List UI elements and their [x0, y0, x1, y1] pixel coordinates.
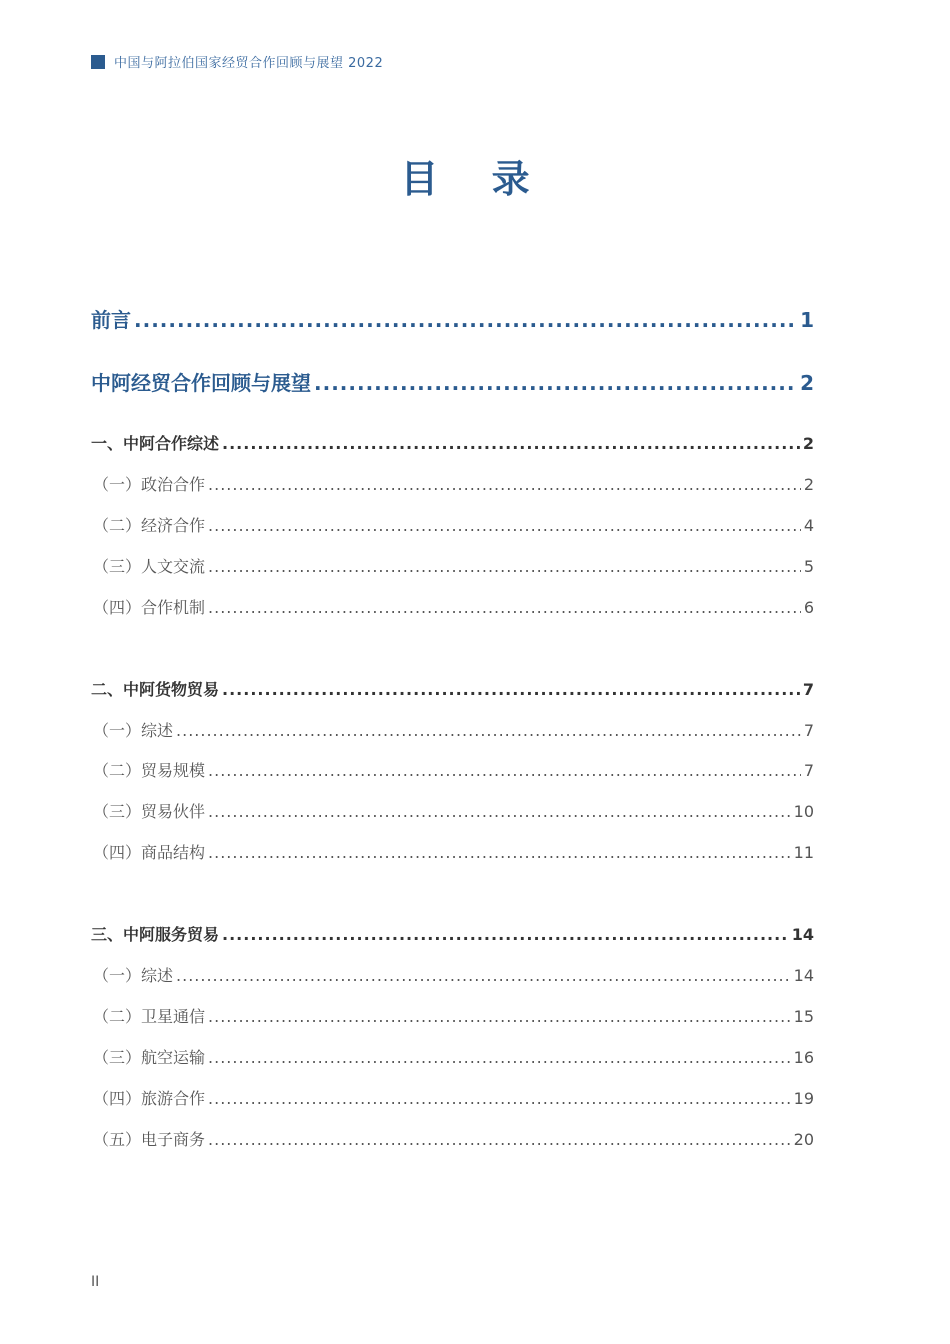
dot-leader	[208, 1048, 791, 1067]
dot-leader	[208, 802, 791, 821]
toc-entry-label: 前言	[91, 308, 131, 332]
toc-entry-page: 7	[803, 761, 814, 780]
toc-entry-page: 6	[803, 598, 814, 617]
toc-entry[interactable]	[91, 513, 814, 536]
toc-entry-page: 7	[802, 680, 814, 699]
toc-entry-label: （一）综述	[93, 721, 174, 740]
toc-entry-label: （三）贸易伙伴	[93, 802, 206, 821]
toc-entry-label: （三）人文交流	[93, 557, 206, 576]
running-title: 中国与阿拉伯国家经贸合作回顾与展望 2022	[114, 56, 384, 71]
toc-entry[interactable]	[91, 472, 814, 495]
toc-entry[interactable]	[91, 304, 814, 333]
toc-entry[interactable]	[91, 718, 814, 741]
toc-entry[interactable]	[91, 431, 814, 454]
toc-entry-label: （五）电子商务	[93, 1130, 206, 1149]
dot-leader	[208, 1007, 791, 1026]
toc-entry-label: （一）政治合作	[93, 475, 206, 494]
toc-entry-page: 5	[803, 557, 814, 576]
toc-entry[interactable]	[91, 1004, 814, 1027]
toc-entry-page: 7	[803, 721, 814, 740]
toc-entry-page: 19	[793, 1089, 814, 1108]
dot-leader	[208, 761, 801, 780]
running-header	[91, 52, 383, 71]
toc-entry-page: 2	[800, 371, 814, 395]
toc-entry-page: 20	[793, 1130, 814, 1149]
toc-entry-label: （二）卫星通信	[93, 1007, 206, 1026]
dot-leader	[314, 371, 797, 395]
dot-leader	[208, 1089, 791, 1108]
toc-entry-label: （二）贸易规模	[93, 761, 206, 780]
toc-entry[interactable]	[91, 1127, 814, 1150]
toc-entry-page: 14	[791, 925, 814, 944]
toc-entry-page: 4	[803, 516, 814, 535]
toc-entry[interactable]	[91, 799, 814, 822]
toc-entry[interactable]	[91, 367, 814, 396]
dot-leader	[222, 925, 789, 944]
toc-entry-label: 三、中阿服务贸易	[91, 925, 220, 944]
toc-entry-label: 一、中阿合作综述	[91, 434, 220, 453]
toc-entry-page: 10	[793, 802, 814, 821]
toc-entry[interactable]	[91, 554, 814, 577]
dot-leader	[222, 680, 800, 699]
toc-entry-label: （四）合作机制	[93, 598, 206, 617]
toc-entry[interactable]	[91, 840, 814, 863]
toc-entry-label: （四）商品结构	[93, 843, 206, 862]
toc-entry-page: 16	[793, 1048, 814, 1067]
dot-leader	[208, 843, 791, 862]
dot-leader	[208, 475, 801, 494]
toc-entry-label: 中阿经贸合作回顾与展望	[91, 371, 311, 395]
toc-entry[interactable]	[91, 922, 814, 945]
toc-entry[interactable]	[91, 1086, 814, 1109]
toc-entry-page: 1	[800, 308, 814, 332]
dot-leader	[208, 516, 801, 535]
toc-entry-page: 11	[793, 843, 814, 862]
toc-entry-label: （一）综述	[93, 966, 174, 985]
toc-entry-page: 2	[802, 434, 814, 453]
dot-leader	[176, 721, 801, 740]
dot-leader	[134, 308, 797, 332]
toc-entry[interactable]	[91, 1045, 814, 1068]
toc-entry[interactable]	[91, 758, 814, 781]
header-square-icon	[91, 55, 105, 69]
toc-entry-page: 2	[803, 475, 814, 494]
page-number: II	[91, 1274, 100, 1290]
dot-leader	[208, 1130, 791, 1149]
toc-entry[interactable]	[91, 677, 814, 700]
dot-leader	[208, 557, 801, 576]
toc-entry-page: 15	[793, 1007, 814, 1026]
toc-entry-page: 14	[793, 966, 814, 985]
toc-entry-label: （四）旅游合作	[93, 1089, 206, 1108]
page-title: 目 录	[400, 157, 550, 201]
dot-leader	[222, 434, 800, 453]
toc-entry-label: （三）航空运输	[93, 1048, 206, 1067]
toc-entry[interactable]	[91, 595, 814, 618]
toc-entry-label: 二、中阿货物贸易	[91, 680, 220, 699]
toc-entry[interactable]	[91, 963, 814, 986]
dot-leader	[208, 598, 801, 617]
toc-entry-label: （二）经济合作	[93, 516, 206, 535]
dot-leader	[176, 966, 791, 985]
